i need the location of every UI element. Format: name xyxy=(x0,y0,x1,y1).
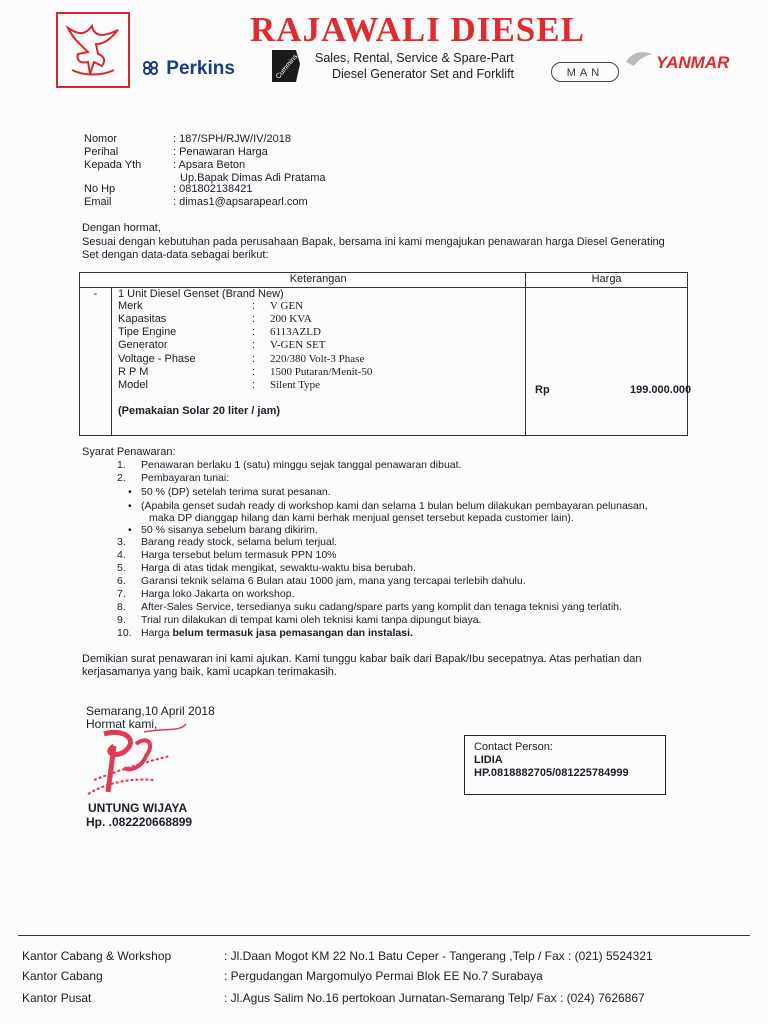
spec-label-generator: Generator xyxy=(118,339,168,351)
meta-value-nomor: : 187/SPH/RJW/IV/2018 xyxy=(173,133,291,145)
meta-label-nohp: No Hp xyxy=(84,183,116,195)
spec-colon: : xyxy=(252,353,256,365)
term-number: 5. xyxy=(117,562,126,574)
spec-colon: : xyxy=(252,366,256,378)
regards: Hormat kami, xyxy=(86,717,158,731)
contact-phone: HP.0818882705/081225784999 xyxy=(474,767,629,779)
spec-label-kapasitas: Kapasitas xyxy=(118,313,167,325)
footer-address-workshop: : Jl.Daan Mogot KM 22 No.1 Batu Ceper - Tangerang ,Telp / Fax : (021) 5524321 xyxy=(224,949,653,963)
meta-label-kepada: Kepada Yth xyxy=(84,159,142,171)
perkins-text: Perkins xyxy=(166,58,235,79)
spec-label-voltage: Voltage - Phase xyxy=(118,353,196,365)
table-header-blank xyxy=(80,273,112,288)
signatory-phone: Hp. .082220668899 xyxy=(86,815,193,829)
spec-colon: : xyxy=(252,300,256,312)
spec-colon: : xyxy=(252,313,256,325)
term-text-final xyxy=(141,627,413,639)
eagle-emblem-icon xyxy=(58,14,128,86)
term-bullet: • xyxy=(128,486,132,498)
spec-label-merk: Merk xyxy=(118,300,143,312)
closing-line2: kerjasamanya yang baik, kami ucapkan terimakasih. xyxy=(82,666,337,678)
intro-line1: Sesuai dengan kebutuhan pada perusahaan Bapak, bersama ini kami mengajukan penawaran harga Diesel Generating xyxy=(82,236,665,248)
meta-value-email: : dimas1@apsarapearl.com xyxy=(173,196,308,208)
term-number: 3. xyxy=(117,536,126,548)
cummins-logo xyxy=(266,46,306,86)
greeting: Dengan hormat, xyxy=(82,222,161,234)
tagline-line2: Diesel Generator Set and Forklift xyxy=(332,67,515,81)
fuel-note: (Pemakaian Solar 20 liter / jam) xyxy=(118,405,281,417)
yanmar-wing-icon xyxy=(624,48,654,71)
term-number: 9. xyxy=(117,614,126,626)
term-number: 1. xyxy=(117,459,126,471)
signatory-name: UNTUNG WIJAYA xyxy=(88,801,188,815)
price-currency: Rp xyxy=(535,384,550,396)
footer-label-surabaya: Kantor Cabang xyxy=(22,969,103,983)
spec-value-generator: V-GEN SET xyxy=(270,339,326,351)
spec-value-voltage: 220/380 Volt-3 Phase xyxy=(270,353,365,365)
term-text: Penawaran berlaku 1 (satu) minggu sejak tanggal penawaran dibuat. xyxy=(141,459,462,471)
spec-value-model: Silent Type xyxy=(270,379,321,391)
term-text: Barang ready stock, selama belum terjual. xyxy=(141,536,338,548)
spec-value-engine: 6113AZLD xyxy=(270,326,321,338)
term-number: 7. xyxy=(117,588,126,600)
term-number: 6. xyxy=(117,575,126,587)
footer-address-pusat: : Jl.Agus Salim No.16 pertokoan Jurnatan-Semarang Telp/ Fax : (024) 7626867 xyxy=(224,991,645,1005)
closing-line1: Demikian surat penawaran ini kami ajukan. Kami tunggu kabar baik dari Bapak/Ibu secepatnya. Atas perhatian dan xyxy=(82,653,642,665)
spec-label-rpm: R P M xyxy=(118,366,149,378)
terms-title: Syarat Penawaran: xyxy=(82,446,176,458)
term-number: 2. xyxy=(117,472,126,484)
spec-colon: : xyxy=(252,339,256,351)
company-name: RAJAWALI DIESEL xyxy=(250,10,585,49)
meta-label-nomor: Nomor xyxy=(84,133,118,145)
term-text: Garansi teknik selama 6 Bulan atau 1000 jam, mana yang tercapai terlebih dahulu. xyxy=(141,575,526,587)
term-text: Trial run dilakukan di tempat kami oleh teknisi kami tanpa dipungut biaya. xyxy=(141,614,482,626)
term-text: Pembayaran tunai: xyxy=(141,472,230,484)
item-title: 1 Unit Diesel Genset (Brand New) xyxy=(118,288,284,300)
meta-value-kepada: : Apsara Beton xyxy=(173,159,246,171)
meta-value-perihal: : Penawaran Harga xyxy=(173,146,268,158)
footer-label-pusat: Kantor Pusat xyxy=(22,991,92,1005)
footer-address-surabaya: : Pergudangan Margomulyo Permai Blok EE No.7 Surabaya xyxy=(224,969,543,983)
company-stamp xyxy=(84,722,194,811)
company-logo xyxy=(56,12,130,88)
term-number: 10. xyxy=(117,627,132,639)
term-text: 50 % sisanya sebelum barang dikirim. xyxy=(141,524,318,536)
term-text: After-Sales Service, tersedianya suku cadang/spare parts yang komplit dan tenaga teknisi yang terlatih. xyxy=(141,601,622,613)
term-text-bold: belum termasuk jasa pemasangan dan instalasi. xyxy=(172,627,413,639)
meta-label-email: Email xyxy=(84,196,112,208)
spec-value-merk: V GEN xyxy=(270,300,304,312)
term-text: Harga di atas tidak mengikat, sewaktu-waktu bisa berubah. xyxy=(141,562,416,574)
term-text: (Apabila genset sudah ready di workshop kami dan selama 1 bulan belum dilakukan pembayaran pelunasan, xyxy=(141,500,648,512)
table-header-price: Harga xyxy=(526,273,688,288)
spec-value-rpm: 1500 Putaran/Menit-50 xyxy=(270,366,373,378)
meta-label-perihal: Perihal xyxy=(84,146,119,158)
tagline-line1: Sales, Rental, Service & Spare-Part xyxy=(315,51,514,65)
term-text-plain: Harga xyxy=(141,627,173,639)
term-text-cont: maka DP dianggap hilang dan kami berhak menjual genset tersebut kepada customer lain). xyxy=(149,512,574,524)
table-row-bullet: - xyxy=(80,288,112,436)
term-text: Harga loko Jakarta on workshop. xyxy=(141,588,295,600)
table-price-cell xyxy=(526,288,688,436)
footer-divider xyxy=(18,935,750,936)
term-text: 50 % (DP) setelah terima surat pesanan. xyxy=(141,486,331,498)
perkins-logo xyxy=(143,58,235,80)
perkins-mark-icon xyxy=(143,59,161,73)
term-text: Harga tersebut belum termasuk PPN 10% xyxy=(141,549,337,561)
term-number: 8. xyxy=(117,601,126,613)
term-bullet: • xyxy=(128,524,132,536)
contact-label: Contact Person: xyxy=(474,741,553,753)
svg-text:Cummins: Cummins xyxy=(274,53,300,81)
table-header-desc: Keterangan xyxy=(111,273,526,288)
contact-name: LIDIA xyxy=(474,754,503,766)
term-number: 4. xyxy=(117,549,126,561)
spec-label-engine: Tipe Engine xyxy=(118,326,177,338)
man-logo: MAN xyxy=(551,62,619,82)
spec-colon: : xyxy=(252,326,256,338)
contact-box xyxy=(464,735,666,795)
meta-value-nohp: : 081802138421 xyxy=(173,183,253,195)
spec-colon: : xyxy=(252,379,256,391)
spec-value-kapasitas: 200 KVA xyxy=(270,313,312,325)
spec-label-model: Model xyxy=(118,379,148,391)
yanmar-logo: YANMAR xyxy=(656,53,730,72)
footer-label-workshop: Kantor Cabang & Workshop xyxy=(22,949,172,963)
meta-value-attention: Up.Bapak Dimas Adi Pratama xyxy=(180,172,326,184)
term-bullet: • xyxy=(128,500,132,512)
price-value: 199.000.000 xyxy=(630,384,692,396)
intro-line2: Set dengan data-data sebagai berikut: xyxy=(82,249,269,261)
place-date: Semarang,10 April 2018 xyxy=(86,704,215,718)
